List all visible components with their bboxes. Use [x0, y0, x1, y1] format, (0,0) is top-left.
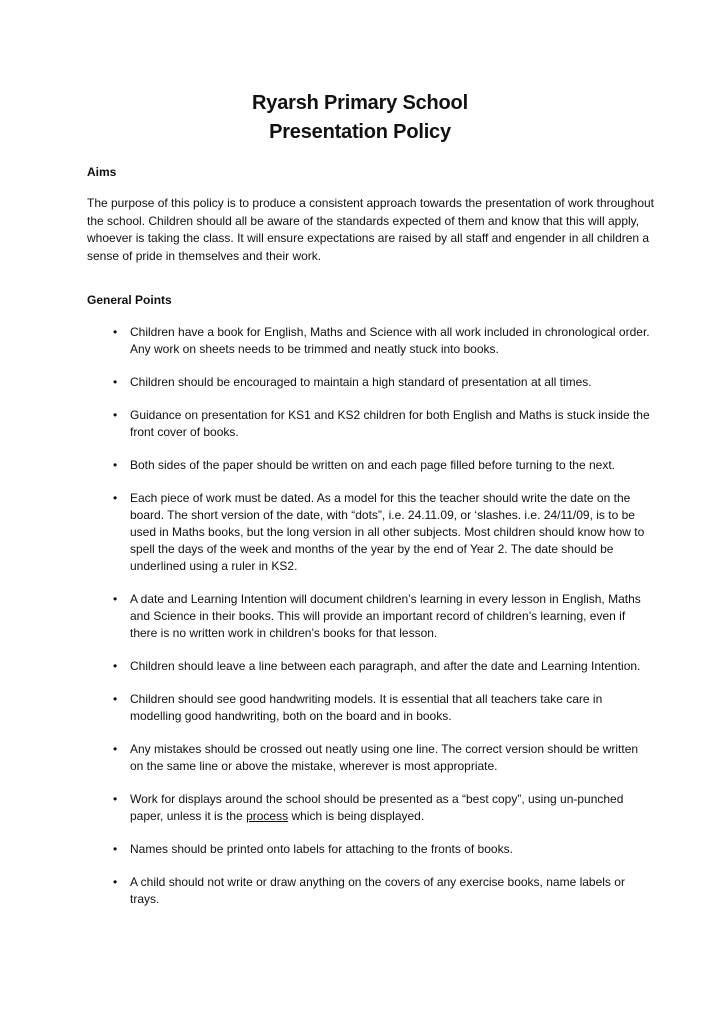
bullet-icon: •: [113, 458, 118, 472]
list-item-text: Children have a book for English, Maths and Science with all work included in chronological order. Any work on sheets needs to be trimmed and neatly stuck into books.: [130, 325, 650, 356]
aims-paragraph: The purpose of this policy is to produce a consistent approach towards the presentation of work throughout the school. Children should all be aware of the standards expected of them and know that this will apply, whoever is taking the class. It will ensure expectations are raised by all staff and engender in all children a sense of pride in themselves and their work.: [87, 196, 654, 263]
list-item-text: A child should not write or draw anything on the covers of any exercise books, name labels or trays.: [130, 875, 625, 906]
list-item-text: Both sides of the paper should be written on and each page filled before turning to the next.: [130, 458, 615, 472]
list-item: [0, 791, 650, 825]
list-item-text: Each piece of work must be dated. As a model for this the teacher should write the date on the board. The short version of the date, with “dots”, i.e. 24.11.09, or ‘slashes. i.e. 24/11/09, is to be used in Maths books, but the long version in all other subjects. Most children should know how to spell the days of the week and months of the year by the end of Year 2. The date should be underlined using a ruler in KS2.: [130, 491, 645, 573]
list-item: [0, 490, 650, 575]
bullet-icon: •: [113, 375, 118, 389]
bullet-icon: •: [113, 659, 118, 673]
bullet-icon: •: [113, 491, 118, 505]
list-item-text: Children should be encouraged to maintain a high standard of presentation at all times.: [130, 375, 592, 389]
general-points-list: [0, 324, 720, 924]
list-item-text: Any mistakes should be crossed out neatly using one line. The correct version should be written on the same line or above the mistake, wherever is most appropriate.: [130, 742, 639, 773]
list-item: [0, 457, 650, 474]
display-point-text-end: which is being displayed.: [288, 809, 425, 823]
list-item: [0, 324, 650, 358]
list-item-text: Children should leave a line between each paragraph, and after the date and Learning Intention.: [130, 659, 641, 673]
bullet-icon: •: [113, 325, 118, 339]
bullet-icon: •: [113, 792, 118, 806]
school-name-title: Ryarsh Primary School: [252, 92, 468, 114]
list-item: [0, 741, 650, 775]
list-item-text: [130, 792, 623, 823]
list-item: [0, 874, 650, 908]
list-item: [0, 841, 650, 858]
display-point-text-start: Work for displays around the school should be presented as a “best copy”, using un-punched paper, unless it is the: [130, 792, 624, 823]
bullet-icon: •: [113, 875, 118, 889]
list-item: [0, 658, 650, 675]
underlined-word-process: process: [246, 809, 289, 823]
list-item-text: A date and Learning Intention will document children’s learning in every lesson in English, Maths and Science in their books. This will provide an important record of children’s learning, even if there is no written work in children’s books for that lesson.: [130, 592, 641, 640]
list-item: [0, 407, 650, 441]
list-item: [0, 691, 650, 725]
aims-heading: Aims: [87, 165, 117, 179]
bullet-icon: •: [113, 692, 118, 706]
bullet-icon: •: [113, 742, 118, 756]
list-item: [0, 591, 650, 642]
list-item-text: Guidance on presentation for KS1 and KS2 children for both English and Maths is stuck inside the front cover of books.: [130, 408, 650, 439]
list-item-text: Names should be printed onto labels for attaching to the fronts of books.: [130, 842, 513, 856]
general-points-heading: General Points: [87, 293, 172, 307]
list-item-text: Children should see good handwriting models. It is essential that all teachers take care in modelling good handwriting, both on the board and in books.: [130, 692, 603, 723]
list-item: [0, 374, 650, 391]
bullet-icon: •: [113, 408, 118, 422]
bullet-icon: •: [113, 842, 118, 856]
policy-title: Presentation Policy: [269, 121, 451, 143]
bullet-icon: •: [113, 592, 118, 606]
